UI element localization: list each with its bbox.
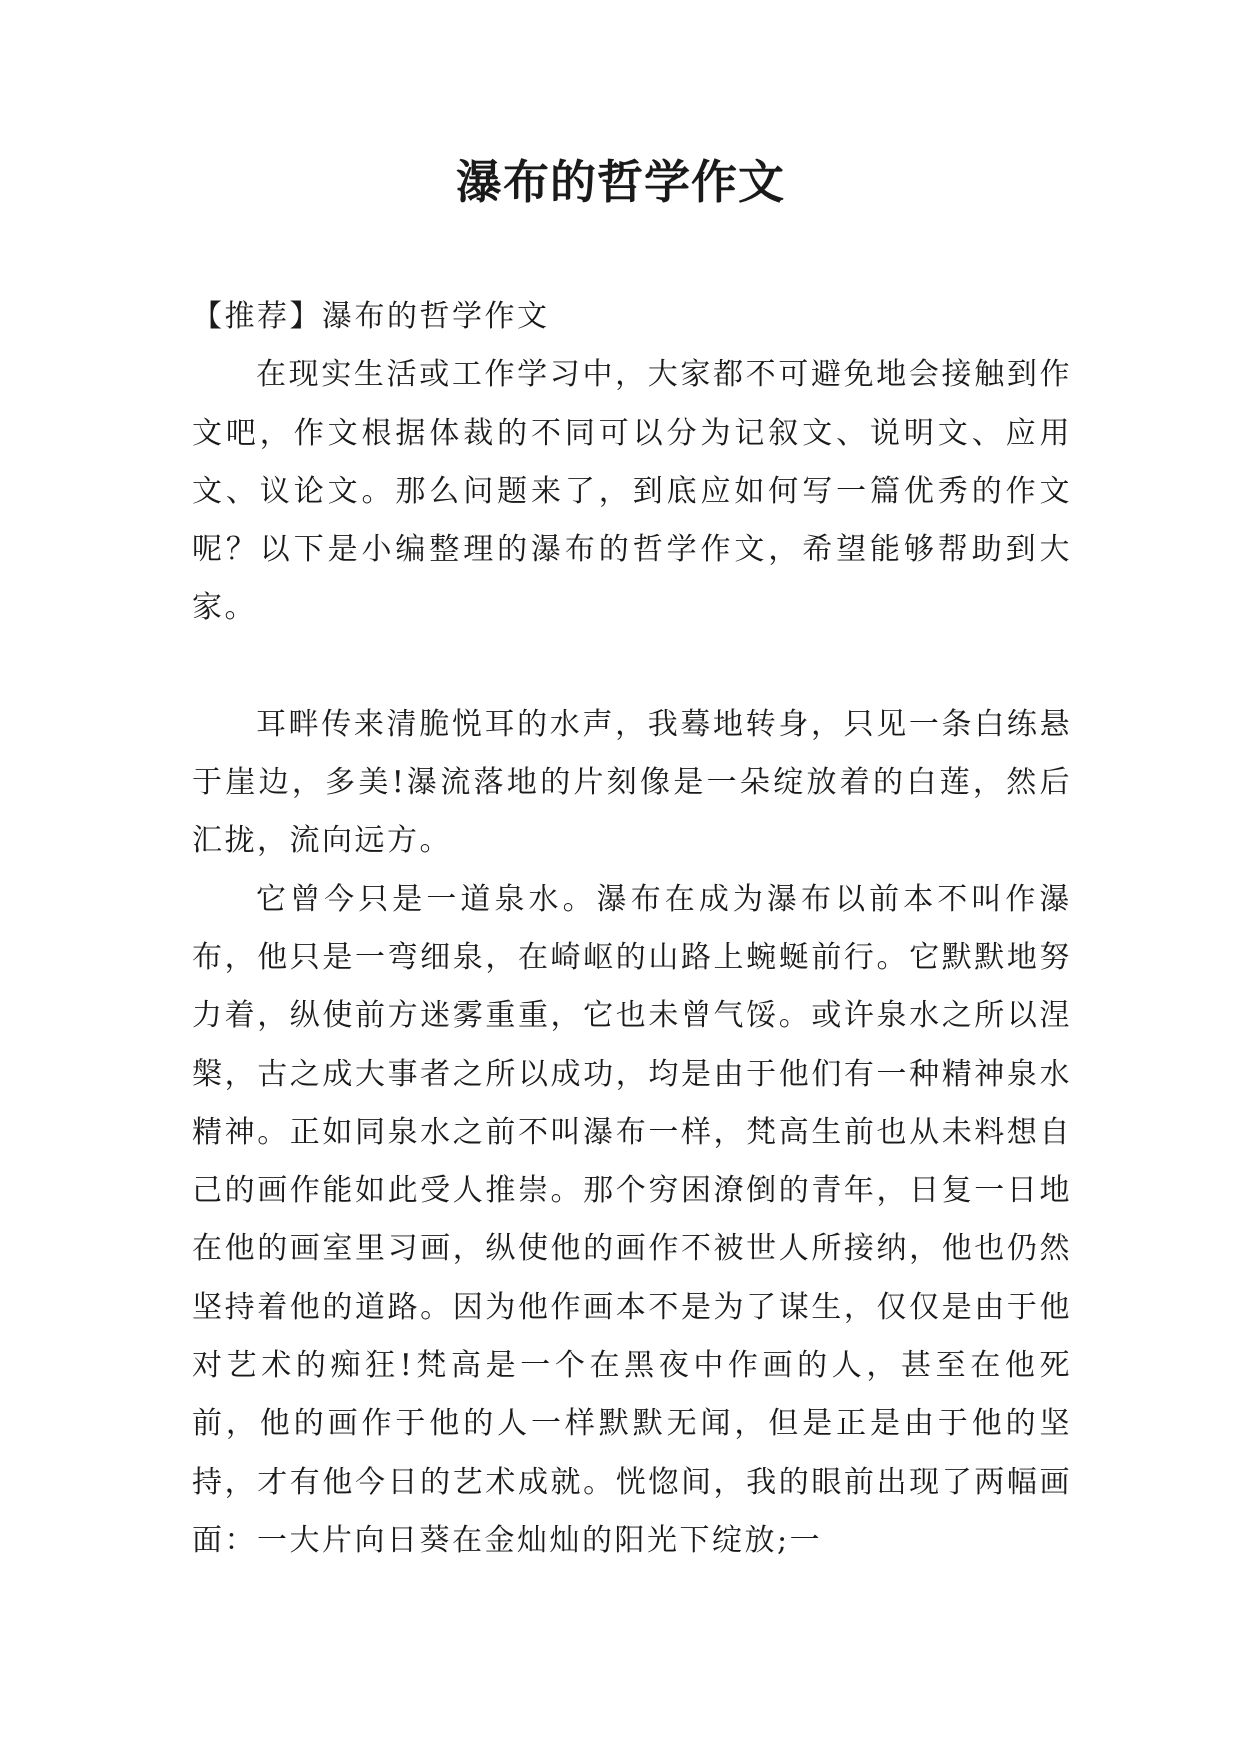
intro-paragraph: 在现实生活或工作学习中，大家都不可避免地会接触到作文吧，作文根据体裁的不同可以分为记叙文、说明文、应用文、议论文。那么问题来了，到底应如何写一篇优秀的作文呢？以下是小编整理的瀑布的哲学作文，希望能够帮助到大家。: [192, 357, 1072, 626]
document-title: 瀑布的哲学作文: [456, 155, 785, 209]
document-body: [192, 288, 1072, 1570]
body-paragraph-1: 耳畔传来清脆悦耳的水声，我蓦地转身，只见一条白练悬于崖边，多美!瀑流落地的片刻像是一朵绽放着的白莲，然后汇拢，流向远方。: [192, 706, 1072, 859]
paragraph-spacer: [192, 638, 1072, 696]
body-paragraph-2: 它曾今只是一道泉水。瀑布在成为瀑布以前本不叫作瀑布，他只是一弯细泉，在崎岖的山路上蜿蜒前行。它默默地努力着，纵使前方迷雾重重，它也未曾气馁。或许泉水之所以涅槃，古之成大事者之所以成功，均是由于他们有一种精神泉水精神。正如同泉水之前不叫瀑布一样，梵高生前也从未料想自己的画作能如此受人推崇。那个穷困潦倒的青年，日复一日地在他的画室里习画，纵使他的画作不被世人所接纳，他也仍然坚持着他的道路。因为他作画本不是为了谋生，仅仅是由于他对艺术的痴狂!梵高是一个在黑夜中作画的人，甚至在他死前，他的画作于他的人一样默默无闻，但是正是由于他的坚持，才有他今日的艺术成就。恍惚间，我的眼前出现了两幅画面：一大片向日葵在金灿灿的阳光下绽放;一: [192, 881, 1072, 1558]
document-subtitle: 【推荐】瀑布的哲学作文: [192, 299, 550, 334]
